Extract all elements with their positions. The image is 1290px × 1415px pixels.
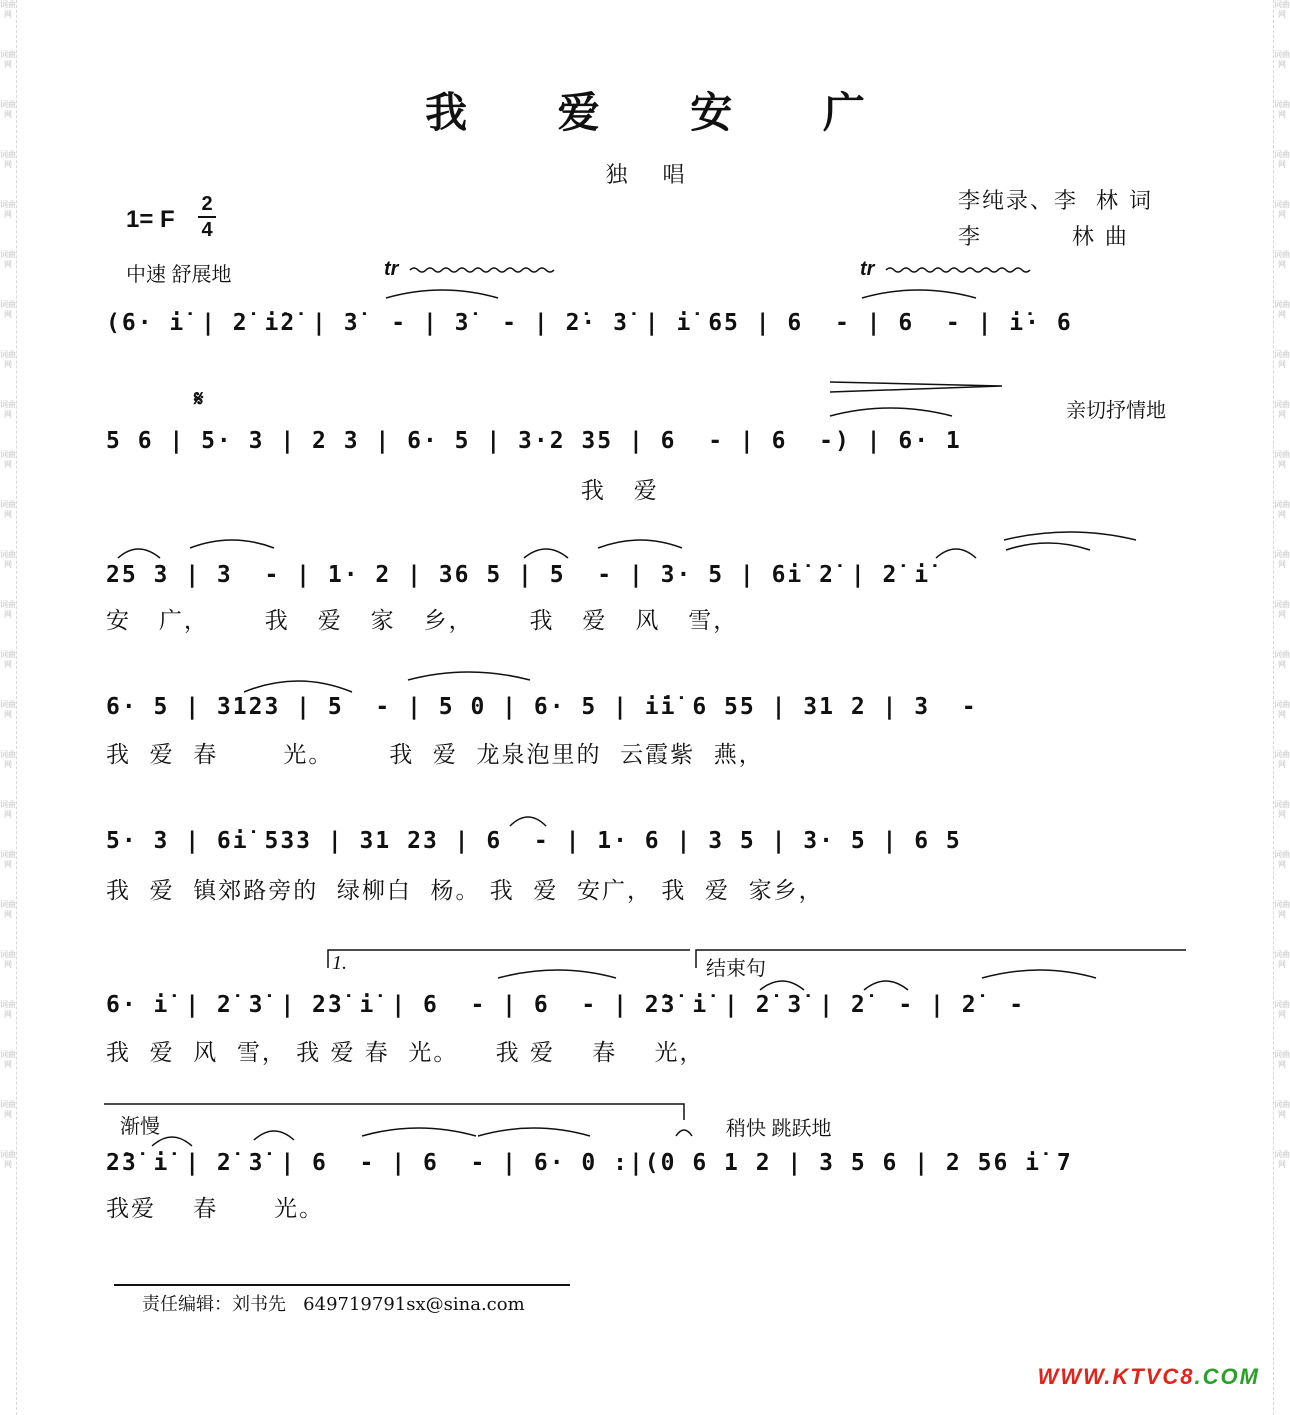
tempo-marking: 中速 舒展地 [126,264,232,286]
song-subtitle: 独 唱 [605,163,699,188]
side-watermark-text: 词曲网 [0,650,16,669]
side-watermark-text: 词曲网 [1274,50,1290,69]
tie-6a [498,970,616,978]
system-3-lyrics: 安 广， 我 爱 家 乡， 我 爱 风 雪， [106,608,739,634]
trill-marking-2: tr [860,258,875,280]
editor-credit: 责任编辑：刘书先 649719791sx@sina.com [142,1294,525,1315]
decrescendo-hairpin [830,382,1002,392]
slur-7a [152,1137,192,1146]
side-watermark-text: 词曲网 [1274,950,1290,969]
tie-7c [362,1128,476,1136]
tie-1 [386,290,498,298]
system-7-notes: 2̇3̇ i̇ | 2̇ 3̇ | 6 - | 6 - | 6· 0 :|(0 6 1 2 | 3 5 6 | 2 56 i̇ 7 [106,1150,1073,1176]
side-watermark-text: 词曲网 [0,350,16,369]
slur-6c [864,981,908,990]
side-watermark-text: 词曲网 [1274,1150,1290,1169]
mood-marking: 亲切抒情地 [1066,400,1166,422]
slur-4a [244,681,352,692]
song-title: 我 爱 安 广 [425,88,903,137]
site-watermark [1038,1364,1260,1390]
side-watermark-text: 词曲网 [1274,550,1290,569]
time-signature-bottom: 4 [201,219,213,241]
side-watermark-text: 词曲网 [1274,0,1290,19]
system-6-lyrics: 我 爱 风 雪， 我 爱 春 光。 我 爱 春 光， [106,1040,705,1066]
trill-wave-2 [886,268,1030,272]
side-watermark-text: 词曲网 [0,700,16,719]
side-watermark-text: 词曲网 [0,1000,16,1019]
side-watermark-text: 词曲网 [1274,750,1290,769]
side-watermark-text: 词曲网 [0,750,16,769]
tie-7d [478,1128,590,1136]
side-watermark-text: 词曲网 [1274,900,1290,919]
side-watermark-text: 词曲网 [0,900,16,919]
side-watermark-text: 词曲网 [0,850,16,869]
side-watermark-text: 词曲网 [0,300,16,319]
side-watermark-text: 词曲网 [0,0,16,19]
side-watermark-text: 词曲网 [0,800,16,819]
side-watermark-text: 词曲网 [0,150,16,169]
side-watermark-text: 词曲网 [0,1150,16,1169]
system-6-notes: 6· i̇ | 2̇ 3̇ | 2̇3̇ i̇ | 6 - | 6 - | 2̇3̇ i̇ | 2̇ 3̇ | 2̇ - | 2̇ - [106,992,1026,1018]
tempo-change-marking: 稍快 跳跃地 [726,1118,832,1140]
system-5-notes: 5· 3 | 6i̇ 533 | 31 23 | 6 - | 1· 6 | 3 5 | 3· 5 | 6 5 [106,828,962,854]
side-watermark-text: 词曲网 [1274,1100,1290,1119]
side-watermark-text: 词曲网 [0,600,16,619]
side-watermark-text: 词曲网 [1274,450,1290,469]
key-signature: 1= F [126,206,175,233]
watermark-middle: KTVC8 [1112,1364,1195,1389]
side-watermark-text: 词曲网 [0,200,16,219]
tie-3g [1006,543,1090,550]
ritardando-marking: 渐慢 [120,1116,160,1138]
system-7-lyrics: 我爱 春 光。 [106,1196,325,1222]
slur-3e [936,549,976,558]
side-watermark-text: 词曲网 [1274,300,1290,319]
rit-bracket [104,1104,684,1120]
slur-3a [118,549,160,558]
side-watermark-text: 词曲网 [1274,100,1290,119]
slur-3c [524,549,568,558]
system-4-lyrics: 我 爱 春 光。 我 爱 龙泉泡里的 云霞紫 燕， [106,742,764,768]
system-1-notes: (6· i̇ | 2̇ i̇2̇ | 3̇ - | 3̇ - | 2̇· 3̇ | i̇ 65 | 6 - | 6 - | i̇· 6 [106,310,1073,336]
slur-5a [510,817,546,826]
side-watermark-text: 词曲网 [1274,150,1290,169]
side-watermark-text: 词曲网 [0,250,16,269]
tie-3 [830,408,952,416]
side-watermark-text: 词曲网 [1274,600,1290,619]
side-watermark-text: 词曲网 [0,100,16,119]
side-watermark-text: 词曲网 [0,1100,16,1119]
lyricist-credit: 李纯录、李 林 词 [958,189,1153,214]
side-watermark-text: 词曲网 [0,450,16,469]
system-4-notes: 6· 5 | 3123 | 5 - | 5 0 | 6· 5 | i̇i̇ 6 55 | 31 2 | 3 - [106,694,978,720]
side-watermark-text: 词曲网 [1274,250,1290,269]
side-watermark-text: 词曲网 [1274,1050,1290,1069]
ending-label: 结束句 [706,958,766,980]
side-watermark-text: 词曲网 [1274,650,1290,669]
tie-4b [408,672,530,680]
slur-3f [1004,532,1136,540]
side-watermark-text: 词曲网 [1274,500,1290,519]
trill-wave-1 [410,268,554,272]
ending-bracket [696,950,1186,968]
side-watermark-text: 词曲网 [1274,1000,1290,1019]
slur-7b [254,1131,294,1140]
system-3-notes: 25 3 | 3 - | 1· 2 | 36 5 | 5 - | 3· 5 | 6i̇ 2̇ | 2̇ i̇ [106,562,931,588]
segno-icon: 𝄋 [194,386,204,411]
system-5-lyrics: 我 爱 镇郊路旁的 绿柳白 杨。 我 爱 安广， 我 爱 家乡， [106,878,824,904]
tie-2 [862,290,976,298]
side-watermark-text: 词曲网 [1274,400,1290,419]
tie-3b [190,540,274,548]
fermata-7 [676,1130,692,1136]
slur-6b [760,981,804,990]
volta-1-bracket [328,950,690,968]
trill-marking-1: tr [384,258,399,280]
tie-6d [982,970,1096,978]
side-watermark-text: 词曲网 [0,500,16,519]
side-watermark-text: 词曲网 [1274,800,1290,819]
side-watermark-text: 词曲网 [1274,200,1290,219]
composer-credit: 李 林 曲 [958,225,1129,250]
side-watermark-text: 词曲网 [1274,850,1290,869]
side-watermark-text: 词曲网 [1274,350,1290,369]
watermark-prefix: WWW. [1037,1364,1113,1389]
tie-3d [598,540,682,548]
system-2-lyrics: 我 爱 [106,478,659,504]
watermark-suffix: .COM [1194,1364,1260,1389]
side-watermark-text: 词曲网 [1274,700,1290,719]
side-watermark-text: 词曲网 [0,950,16,969]
side-watermark-text: 词曲网 [0,550,16,569]
side-watermark-text: 词曲网 [0,1050,16,1069]
time-signature-top: 2 [201,193,213,215]
system-2-notes: 5 6 | 5· 3 | 2 3 | 6· 5 | 3·2 35 | 6 - | 6 -) | 6· 1 [106,428,962,454]
footer-rule [114,1284,570,1286]
side-watermark-text: 词曲网 [0,50,16,69]
volta-1-label: 1. [332,952,347,974]
side-watermark-text: 词曲网 [0,400,16,419]
